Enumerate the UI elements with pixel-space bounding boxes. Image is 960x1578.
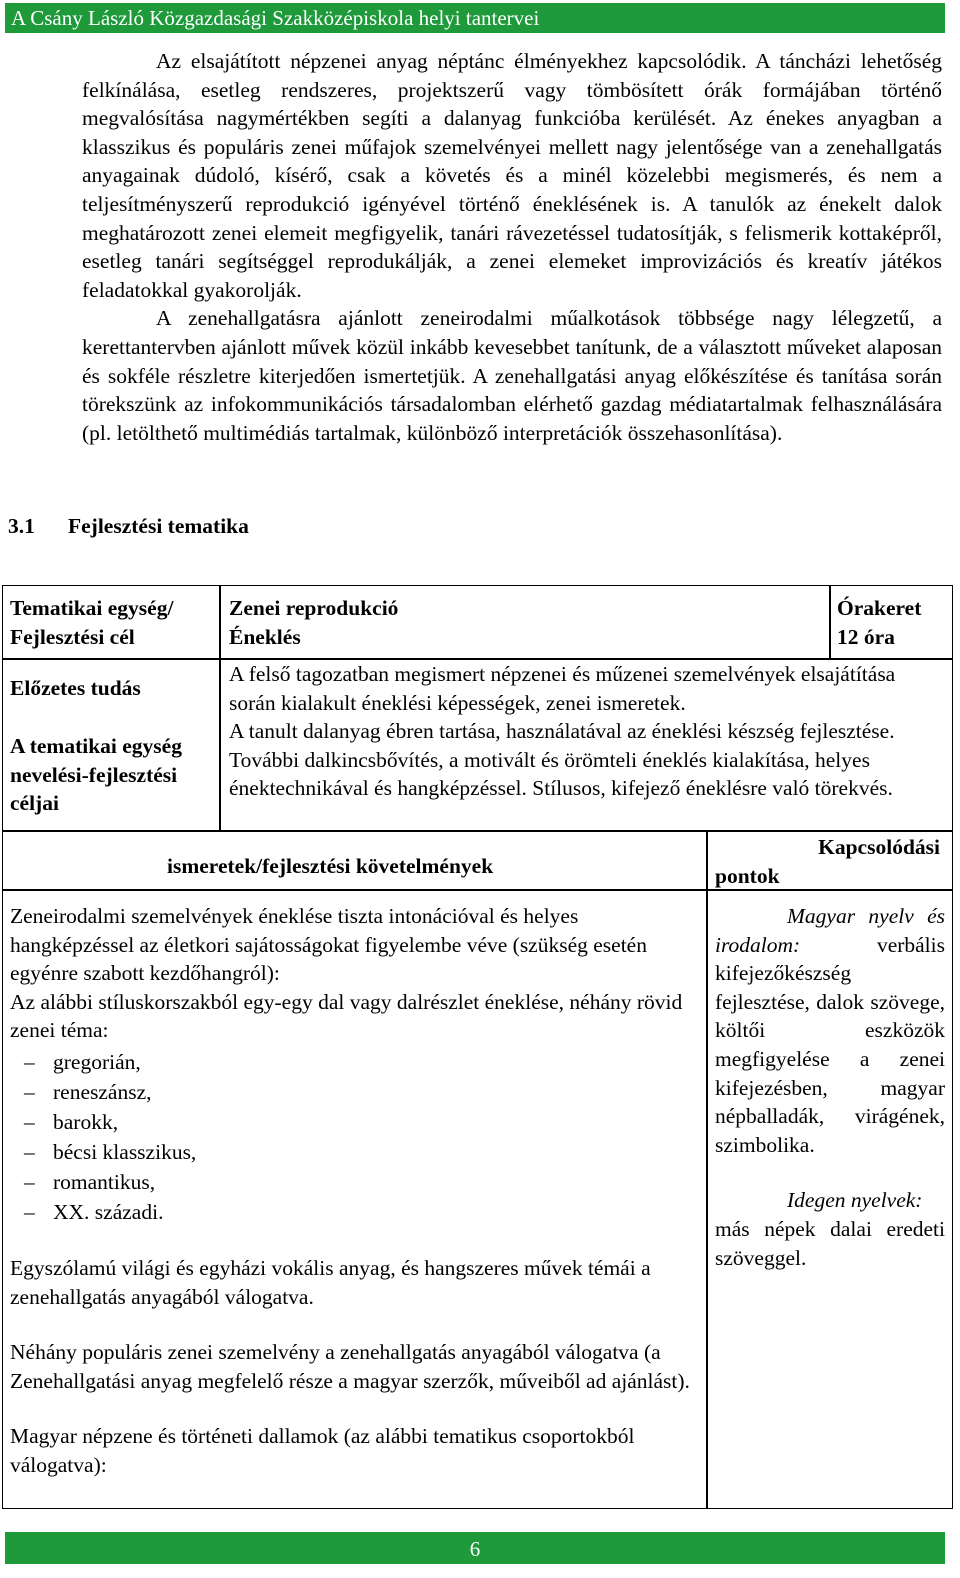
prior-knowledge-label: Előzetes tudás xyxy=(10,676,141,700)
page-footer xyxy=(5,1532,945,1564)
connection-subject: Magyar nyelv és irodalom: xyxy=(715,904,945,957)
requirement-paragraph: Egyszólamú világi és egyházi vokális anyag, és hangszeres művek témái a zenehallgatás anyagából válogatva. xyxy=(10,1255,651,1309)
running-header: A Csány László Közgazdasági Szakközépiskola helyi tantervei xyxy=(5,3,945,33)
list-item: – romantikus, xyxy=(10,1167,695,1197)
page-number: 6 xyxy=(469,1537,481,1561)
connections-header-line2: pontok xyxy=(715,863,780,888)
table-rule xyxy=(706,830,708,1508)
list-item: – barokk, xyxy=(10,1107,695,1137)
unit-title-line2: Éneklés xyxy=(229,624,301,649)
goals-text: A tanult dalanyag ébren tartása, használatával az éneklési készség fejlesztése. További dalkincsbővítés, a motivált és örömteli éneklés kialakítása, helyes énektechnikával és hangképzéssel. Stílusos, kifejező éneklésre való törekvés. xyxy=(229,719,895,801)
requirement-paragraph: Az alábbi stíluskorszakból egy-egy dal vagy dalrészlet éneklése, néhány rövid zenei téma: xyxy=(10,989,683,1043)
unit-label-line2: Fejlesztési cél xyxy=(10,624,135,649)
requirement-paragraph: Zeneirodalmi szemelvények éneklése tiszta intonációval és helyes hangképzéssel az életkori sajátosságokat figyelembe véve (szükség esetén egyénre szabott kezdőhangról): xyxy=(10,904,647,986)
prior-knowledge-text: A felső tagozatban megismert népzenei és műzenei szemelvények elsajátítása során kialakult éneklési képességek, zenei ismeretek. xyxy=(229,662,896,715)
connection-hungarian xyxy=(715,902,945,1159)
goals-label: A tematikai egység nevelési-fejlesztési céljai xyxy=(10,734,182,816)
section-title: Fejlesztési tematika xyxy=(68,514,249,538)
unit-title-cell xyxy=(229,594,819,651)
hours-value: 12 óra xyxy=(837,624,895,649)
unit-title-line1: Zenei reprodukció xyxy=(229,596,399,620)
section-heading xyxy=(8,514,249,539)
section-number: 3.1 xyxy=(8,514,35,538)
hours-cell xyxy=(837,594,949,651)
table-rule xyxy=(829,586,831,659)
connections-header-line1: Kapcsolódási xyxy=(818,835,940,859)
connections-content xyxy=(715,902,945,1272)
requirements-content xyxy=(10,902,695,1480)
hours-label: Órakeret xyxy=(837,596,922,620)
connection-text: más népek dalai eredeti szöveggel. xyxy=(715,1216,945,1270)
requirements-header: ismeretek/fejlesztési követelmények xyxy=(167,854,494,878)
unit-label-line1: Tematikai egység/ xyxy=(10,596,174,620)
connections-header xyxy=(715,833,940,890)
table-rule xyxy=(219,586,221,831)
intro-paragraph-1: Az elsajátított népzenei anyag néptánc élményekhez kapcsolódik. A táncházi lehetőség felkínálása, esetleg rendszeres, projektszerű vagy tömbösített órák formájában történő megvalósítása nagymértékben segíti a dalanyag funkcióba kerülését. Az énekes anyagban a klasszikus és populáris zenei műfajok szemelvényei mellett nagy jelentősége van a zenehallgatás anyagainak dúdoló, kísérő, csak a követés és a minél közelebbi megismerés, és nem a teljesítményszerű reprodukció igényével történő éneklésének is. A tanulók az énekelt dalok meghatározott zenei elemeit megfigyelik, tanári rávezetéssel tudatosítják, s felismerik kottaképről, esetleg tanári segítséggel reprodukálják, a zenei elemeket improvizációs és kreatív játékos feladatokkal gyakorolják. xyxy=(82,49,942,302)
connection-subject: Idegen nyelvek: xyxy=(787,1188,923,1213)
intro-paragraph-2: A zenehallgatásra ajánlott zeneirodalmi műalkotások többsége nagy lélegzetű, a kerettantervben ajánlott művek közül inkább kevesebbet tanítunk, de a választott műveket alaposan és sokféle részletre kiterjedően ismertetjük. A zenehallgatási anyag előkészítése és tanítása során törekszünk az infokommunikációs társadalomban elérhető gazdag médiatartalmak felhasználására (pl. letölthető multimédiás tartalmak, különböző interpretációk összehasonlítása). xyxy=(82,306,942,445)
development-table xyxy=(2,585,953,1509)
style-period-list xyxy=(10,1047,695,1227)
table-rule xyxy=(3,830,952,832)
intro-text xyxy=(82,47,942,447)
connection-text: verbális kifejezőkészség fejlesztése, dalok szövege, költői eszközök megfigyelése a zenei kifejezésben, magyar népballadák, virágének, szimbolika. xyxy=(715,932,945,1157)
list-item: – gregorián, xyxy=(10,1047,695,1077)
requirement-paragraph: Magyar népzene és történeti dallamok (az alábbi tematikus csoportokból válogatva): xyxy=(10,1424,635,1477)
list-item: – bécsi klasszikus, xyxy=(10,1137,695,1167)
list-item: – reneszánsz, xyxy=(10,1077,695,1107)
requirement-paragraph: Néhány populáris zenei szemelvény a zenehallgatás anyagából válogatva (a Zenehallgatási anyag megfelelő része a magyar szerzők, műveiből ad ajánlást). xyxy=(10,1340,690,1393)
connection-foreign xyxy=(715,1186,945,1215)
unit-label-cell xyxy=(10,594,215,651)
list-item: – XX. századi. xyxy=(10,1197,695,1227)
